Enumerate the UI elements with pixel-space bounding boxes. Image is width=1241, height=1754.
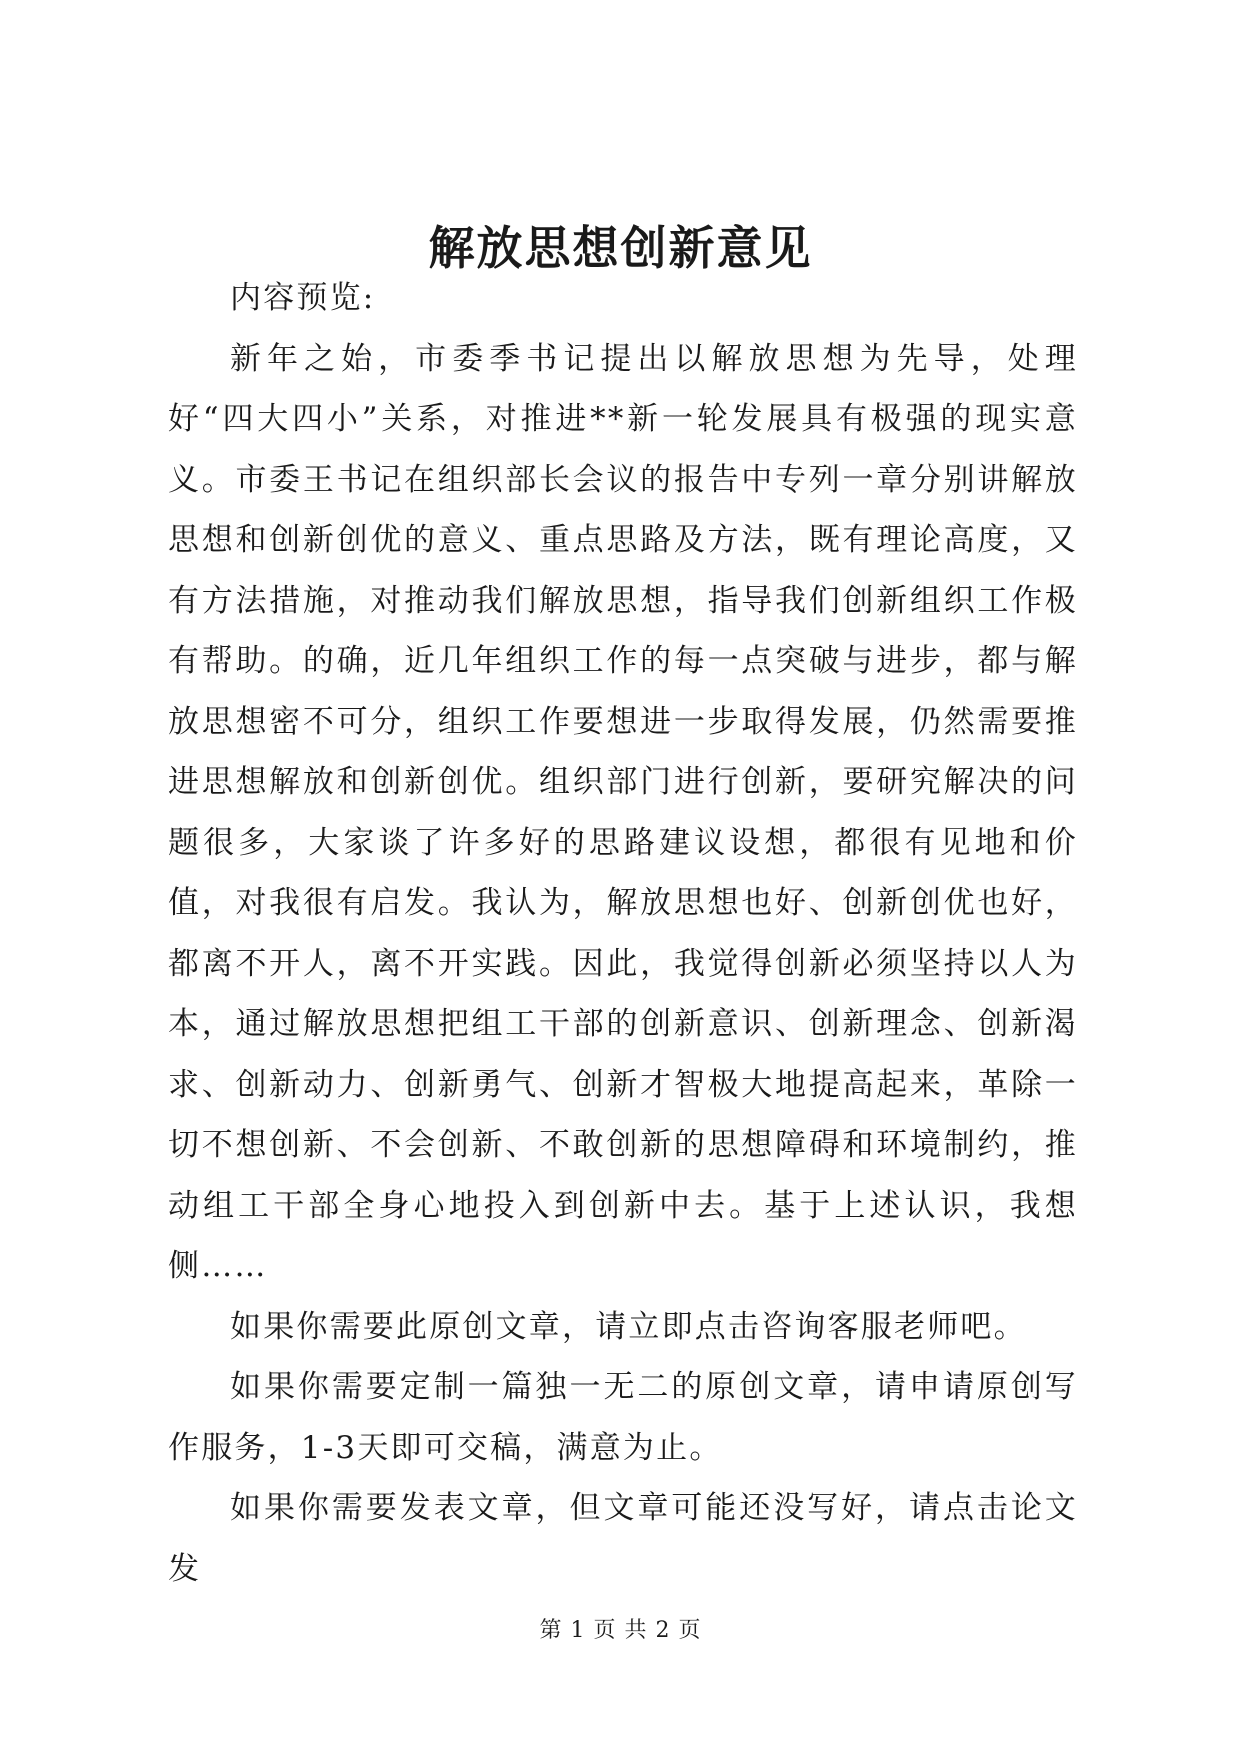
notice-custom-writing: 如果你需要定制一篇独一无二的原创文章，请申请原创写作服务，1-3天即可交稿，满意为止。 (168, 1369, 1078, 1466)
preview-label: 内容预览: (230, 280, 376, 316)
notice-consult: 如果你需要此原创文章，请立即点击咨询客服老师吧。 (230, 1308, 1027, 1345)
document-body (168, 268, 1078, 1599)
notice-publish: 如果你需要发表文章，但文章可能还没写好，请点击论文发 (168, 1490, 1078, 1587)
document-title: 解放思想创新意见 (428, 221, 813, 275)
page-indicator: 第 1 页 共 2 页 (539, 1618, 702, 1643)
main-paragraph: 新年之始，市委季书记提出以解放思想为先导，处理好“四大四小”关系，对推进**新一轮发展具有极强的现实意义。市委王书记在组织部长会议的报告中专列一章分别讲解放思想和创新创优的意义、重点思路及方法，既有理论高度，又有方法措施，对推动我们解放思想，指导我们创新组织工作极有帮助。的确，近几年组织工作的每一点突破与进步，都与解放思想密不可分，组织工作要想进一步取得发展，仍然需要推进思想解放和创新创优。组织部门进行创新，要研究解决的问题很多，大家谈了许多好的思路建议设想，都很有见地和价值，对我很有启发。我认为，解放思想也好、创新创优也好，都离不开人，离不开实践。因此，我觉得创新必须坚持以人为本，通过解放思想把组工干部的创新意识、创新理念、创新渴求、创新动力、创新勇气、创新才智极大地提高起来，革除一切不想创新、不会创新、不敢创新的思想障碍和环境制约，推动组工干部全身心地投入到创新中去。基于上述认识，我想侧…… (168, 340, 1078, 1284)
